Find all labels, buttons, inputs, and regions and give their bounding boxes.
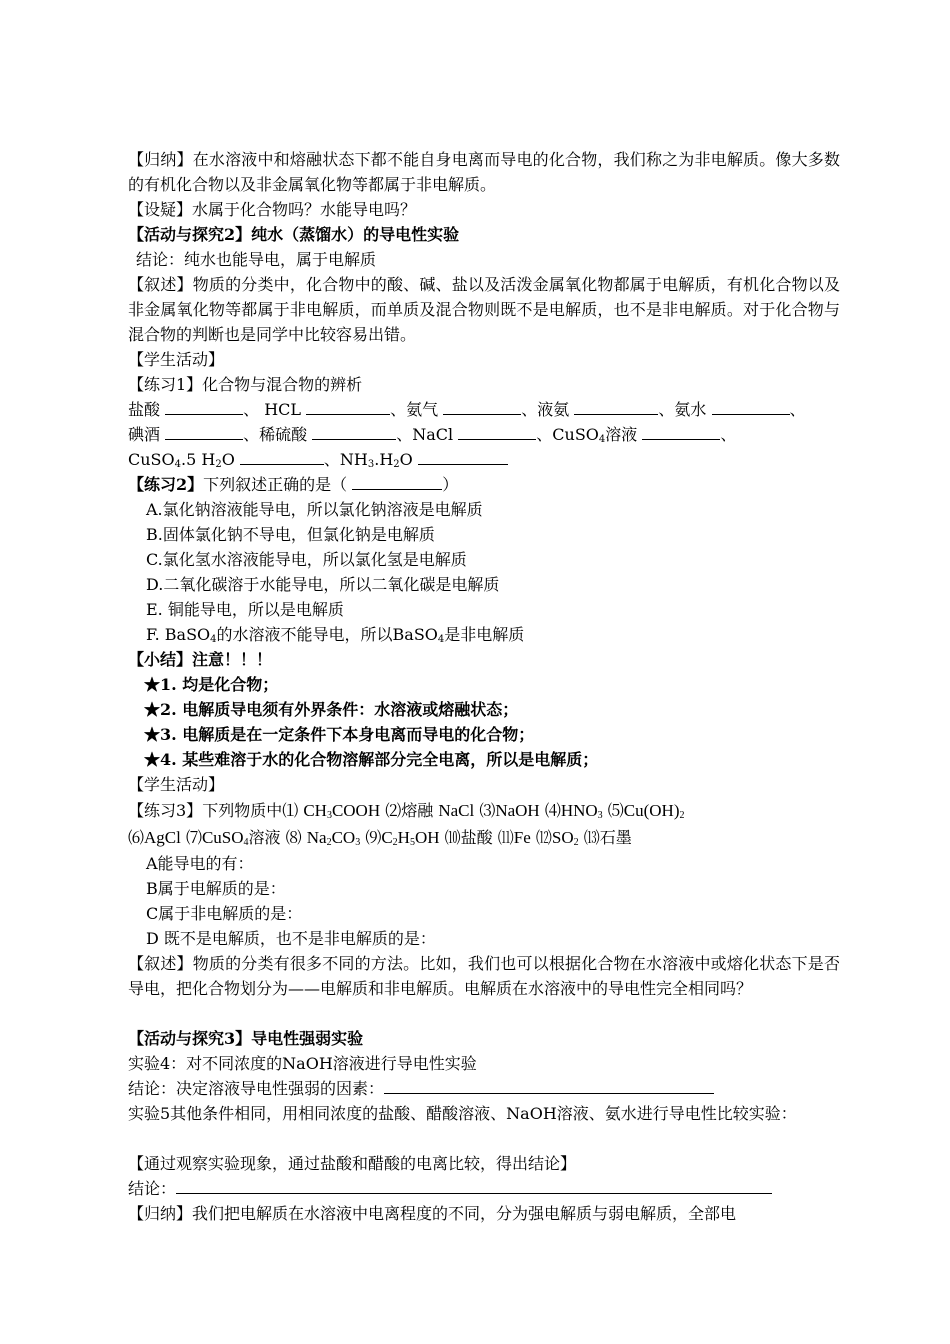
exercise-3-subquestion	[128, 926, 840, 951]
exercise-3-question-line-1	[128, 797, 840, 824]
subquestion-text: B属于电解质的是：	[146, 879, 286, 898]
item-number: ⑶	[479, 801, 496, 820]
answer-blank[interactable]	[306, 397, 390, 415]
formula-part: NH	[339, 450, 368, 469]
summary-item	[128, 747, 840, 772]
exercise-3-subquestion	[128, 876, 840, 901]
item-number: ⑸	[607, 801, 624, 820]
answer-blank[interactable]	[458, 422, 536, 440]
item-number: ⑹	[128, 828, 145, 847]
exercise-2-option	[128, 622, 840, 647]
formula-part: SO	[551, 828, 574, 847]
section-tag: 【练习3】	[128, 801, 203, 820]
subquestion-text: C属于非电解质的是：	[146, 904, 303, 923]
item-number: ⑼	[365, 828, 382, 847]
item-label: 碘酒	[128, 425, 161, 444]
exercise-1-row-2	[128, 422, 840, 447]
subscript: 2	[326, 837, 332, 848]
exercise-1-row-3	[128, 447, 840, 472]
exercise-2-question	[128, 472, 840, 497]
subscript: 4	[210, 634, 217, 645]
conclusion-line-2	[128, 1176, 840, 1201]
summary-item	[128, 672, 840, 697]
item-label: 盐酸	[128, 400, 161, 419]
separator: 、	[521, 400, 538, 419]
formula-part: .5 H	[181, 450, 216, 469]
answer-blank[interactable]	[240, 447, 324, 465]
subscript: 3	[355, 837, 361, 848]
label-text: 【学生活动】	[128, 350, 225, 369]
separator: 、	[789, 400, 806, 419]
formula-part: Na	[306, 828, 327, 847]
section-tag: 【活动与探究3】	[128, 1029, 252, 1048]
formula-part: C	[381, 828, 393, 847]
formula-part: OH	[414, 828, 440, 847]
formula-part: CuSO	[201, 828, 244, 847]
exercise-3-subquestion	[128, 901, 840, 926]
answer-blank[interactable]	[165, 397, 243, 415]
paragraph-text: 物质的分类中，化合物中的酸、碱、盐以及活泼金属氧化物都属于电解质，有机化合物以及非金属氧化物等都属于非电解质，而单质及混合物则既不是电解质，也不是非电解质。对于化合物与混合物的判断也是同学中比较容易出错。	[128, 275, 840, 344]
formula-part: O	[221, 450, 235, 469]
paragraph-text: 结论：	[128, 1179, 177, 1198]
option-text: B.固体氯化钠不导电，但氯化钠是电解质	[146, 525, 435, 544]
formula-part: Fe	[513, 828, 531, 847]
formula-part: .H	[374, 450, 394, 469]
exercise-title: 【练习1】化合物与混合物的辨析	[128, 375, 363, 394]
exercise-3-subquestion	[128, 851, 840, 876]
separator: 、	[720, 425, 737, 444]
paragraph-text: 【通过观察实验现象，通过盐酸和醋酸的电离比较，得出结论】	[128, 1154, 577, 1173]
paragraph-text: 结论：决定溶液导电性强弱的因素：	[128, 1079, 385, 1098]
item-number: ⑵	[385, 801, 402, 820]
document-page	[128, 147, 840, 1226]
item-label: 溶液	[605, 425, 638, 444]
subscript: 2	[679, 810, 685, 821]
paragraph-text: 我们把电解质在水溶液中电离程度的不同，分为强电解质与弱电解质，全部电	[192, 1204, 737, 1223]
heading-text: 导电性强弱实验	[251, 1029, 364, 1048]
option-text: F. BaSO	[146, 625, 211, 644]
exercise-2-option	[128, 497, 840, 522]
item-label: 氨水	[674, 400, 707, 419]
formula-part: NaCl	[438, 801, 475, 820]
option-text: 的水溶液不能导电，所以BaSO	[216, 625, 438, 644]
item-number: ⑿	[535, 828, 552, 847]
item-label: NaCl	[412, 425, 454, 444]
observation-instruction	[128, 1151, 840, 1176]
summary-text: ★3. 电解质是在一定条件下本身电离而导电的化合物；	[144, 725, 535, 744]
answer-blank[interactable]	[574, 397, 658, 415]
item-number: ⑻	[285, 828, 302, 847]
subscript: 3	[326, 810, 332, 821]
paragraph-text: 物质的分类有很多不同的方法。比如，我们也可以根据化合物在水溶液中或熔化状态下是否导电，把化合物划分为——电解质和非电解质。电解质在水溶液中的导电性完全相同吗？	[128, 954, 840, 998]
section-tag: 【叙述】	[128, 275, 193, 294]
experiment-4-line	[128, 1051, 840, 1076]
section-tag: 【归纳】	[128, 150, 193, 169]
answer-blank[interactable]	[352, 472, 442, 490]
student-activity-label	[128, 347, 840, 372]
option-text: E. 铜能导电，所以是电解质	[146, 600, 344, 619]
separator: 、	[243, 400, 260, 419]
answer-blank[interactable]	[418, 447, 508, 465]
separator: 、	[536, 425, 553, 444]
student-activity-label	[128, 772, 840, 797]
item-label: 盐酸	[460, 828, 493, 847]
formula-part: CO	[331, 828, 356, 847]
separator: 、	[396, 425, 413, 444]
exercise-3-question-line-2	[128, 824, 840, 851]
item-number: ⑺	[185, 828, 202, 847]
answer-blank[interactable]	[312, 422, 396, 440]
section-tag: 【叙述】	[128, 954, 193, 973]
section-tag: 【设疑】	[128, 200, 193, 219]
separator: 、	[390, 400, 407, 419]
subquestion-text: D 既不是电解质，也不是非电解质的是：	[146, 929, 436, 948]
answer-blank[interactable]	[443, 397, 521, 415]
question-text: 下列叙述正确的是（	[203, 475, 348, 494]
formula-part: H	[397, 828, 410, 847]
paragraph-summary-strong-weak	[128, 1201, 840, 1226]
separator: 、	[658, 400, 675, 419]
answer-blank[interactable]	[642, 422, 720, 440]
summary-text: ★1. 均是化合物；	[144, 675, 279, 694]
paragraph-text: 结论：纯水也能导电，属于电解质	[136, 250, 377, 269]
heading-text: 纯水（蒸馏水）的导电性实验	[251, 225, 460, 244]
answer-blank[interactable]	[165, 422, 243, 440]
answer-blank[interactable]	[712, 397, 790, 415]
subquestion-text: A能导电的有：	[146, 854, 254, 873]
item-label: 液氨	[537, 400, 570, 419]
paragraph-text: 水属于化合物吗？水能导电吗？	[192, 200, 417, 219]
separator: 、	[323, 450, 340, 469]
bracket: ）	[442, 475, 459, 494]
option-text: A.氯化钠溶液能导电，所以氯化钠溶液是电解质	[146, 500, 483, 519]
answer-blank[interactable]	[384, 1076, 714, 1094]
conclusion-factors-line	[128, 1076, 840, 1101]
exercise-2-option	[128, 547, 840, 572]
subscript: 2	[392, 837, 398, 848]
formula-part: NaOH	[495, 801, 540, 820]
paragraph-narration	[128, 272, 840, 347]
section-tag: 【练习2】	[128, 475, 204, 494]
exercise-1-title	[128, 372, 840, 397]
label-text: 【学生活动】	[128, 775, 225, 794]
option-text: 是非电解质	[444, 625, 525, 644]
exercise-2-option	[128, 522, 840, 547]
exercise-1-row-1	[128, 397, 840, 422]
paragraph-narration-2	[128, 951, 840, 1026]
subscript: 4	[437, 634, 445, 645]
item-number: ⒀	[583, 828, 600, 847]
summary-item	[128, 722, 840, 747]
separator: 、	[243, 425, 260, 444]
item-number: ⑾	[497, 828, 514, 847]
item-label: 稀硫酸	[259, 425, 308, 444]
option-text: D.二氧化碳溶于水能导电，所以二氧化碳是电解质	[146, 575, 500, 594]
summary-text: ★4. 某些难溶于水的化合物溶解部分完全电离，所以是电解质；	[144, 750, 599, 769]
section-tag: 【归纳】	[128, 1204, 193, 1223]
subscript: 4	[598, 434, 606, 445]
item-label: 石墨	[599, 828, 632, 847]
activity-heading-2	[128, 222, 840, 247]
formula-part: HNO	[560, 801, 598, 820]
item-label: 溶液	[248, 828, 281, 847]
option-text: C.氯化氢水溶液能导电，所以氯化氢是电解质	[146, 550, 467, 569]
subscript: 2	[393, 459, 400, 470]
subscript: 2	[215, 459, 222, 470]
section-tag: 【活动与探究2】	[128, 225, 252, 244]
formula-part: CuSO	[552, 425, 599, 444]
item-label: 氨气	[406, 400, 439, 419]
subscript: 3	[367, 459, 375, 470]
item-label: 熔融	[401, 801, 434, 820]
formula-part: CH	[303, 801, 327, 820]
formula-part: O	[399, 450, 413, 469]
item-number: ⑽	[444, 828, 461, 847]
item-number: ⑴	[282, 801, 299, 820]
activity-heading-3	[128, 1026, 840, 1051]
paragraph-text: 实验4：对不同浓度的NaOH溶液进行导电性实验	[128, 1054, 477, 1073]
formula-part: COOH	[331, 801, 381, 820]
subscript: 4	[174, 459, 181, 470]
answer-blank[interactable]	[176, 1176, 772, 1194]
subscript: 3	[597, 810, 603, 821]
paragraph-text: 在水溶液中和熔融状态下都不能自身电离而导电的化合物，我们称之为非电解质。像大多数的有机化合物以及非金属氧化物等都属于非电解质。	[128, 150, 840, 194]
subscript: 2	[573, 837, 579, 848]
subscript: 4	[243, 837, 249, 848]
exercise-2-option	[128, 597, 840, 622]
summary-heading	[128, 647, 840, 672]
conclusion-line	[128, 247, 840, 272]
paragraph-question	[128, 197, 840, 222]
summary-text: ★2. 电解质导电须有外界条件：水溶液或熔融状态；	[144, 700, 519, 719]
formula-part: AgCl	[144, 828, 181, 847]
paragraph-summary-nonelectrolyte	[128, 147, 840, 197]
paragraph-text: 实验5其他条件相同，用相同浓度的盐酸、醋酸溶液、NaOH溶液、氨水进行导电性比较实验：	[128, 1104, 797, 1123]
item-number: ⑷	[544, 801, 561, 820]
exercise-2-option	[128, 572, 840, 597]
question-text: 下列物质中	[202, 801, 283, 820]
experiment-5-paragraph	[128, 1101, 840, 1151]
formula-part: Cu(OH)	[623, 801, 680, 820]
formula-part: CuSO	[128, 450, 175, 469]
item-label: HCL	[264, 400, 302, 419]
subscript: 5	[409, 837, 415, 848]
summary-item	[128, 697, 840, 722]
heading-text: 【小结】注意！！！	[128, 650, 273, 669]
